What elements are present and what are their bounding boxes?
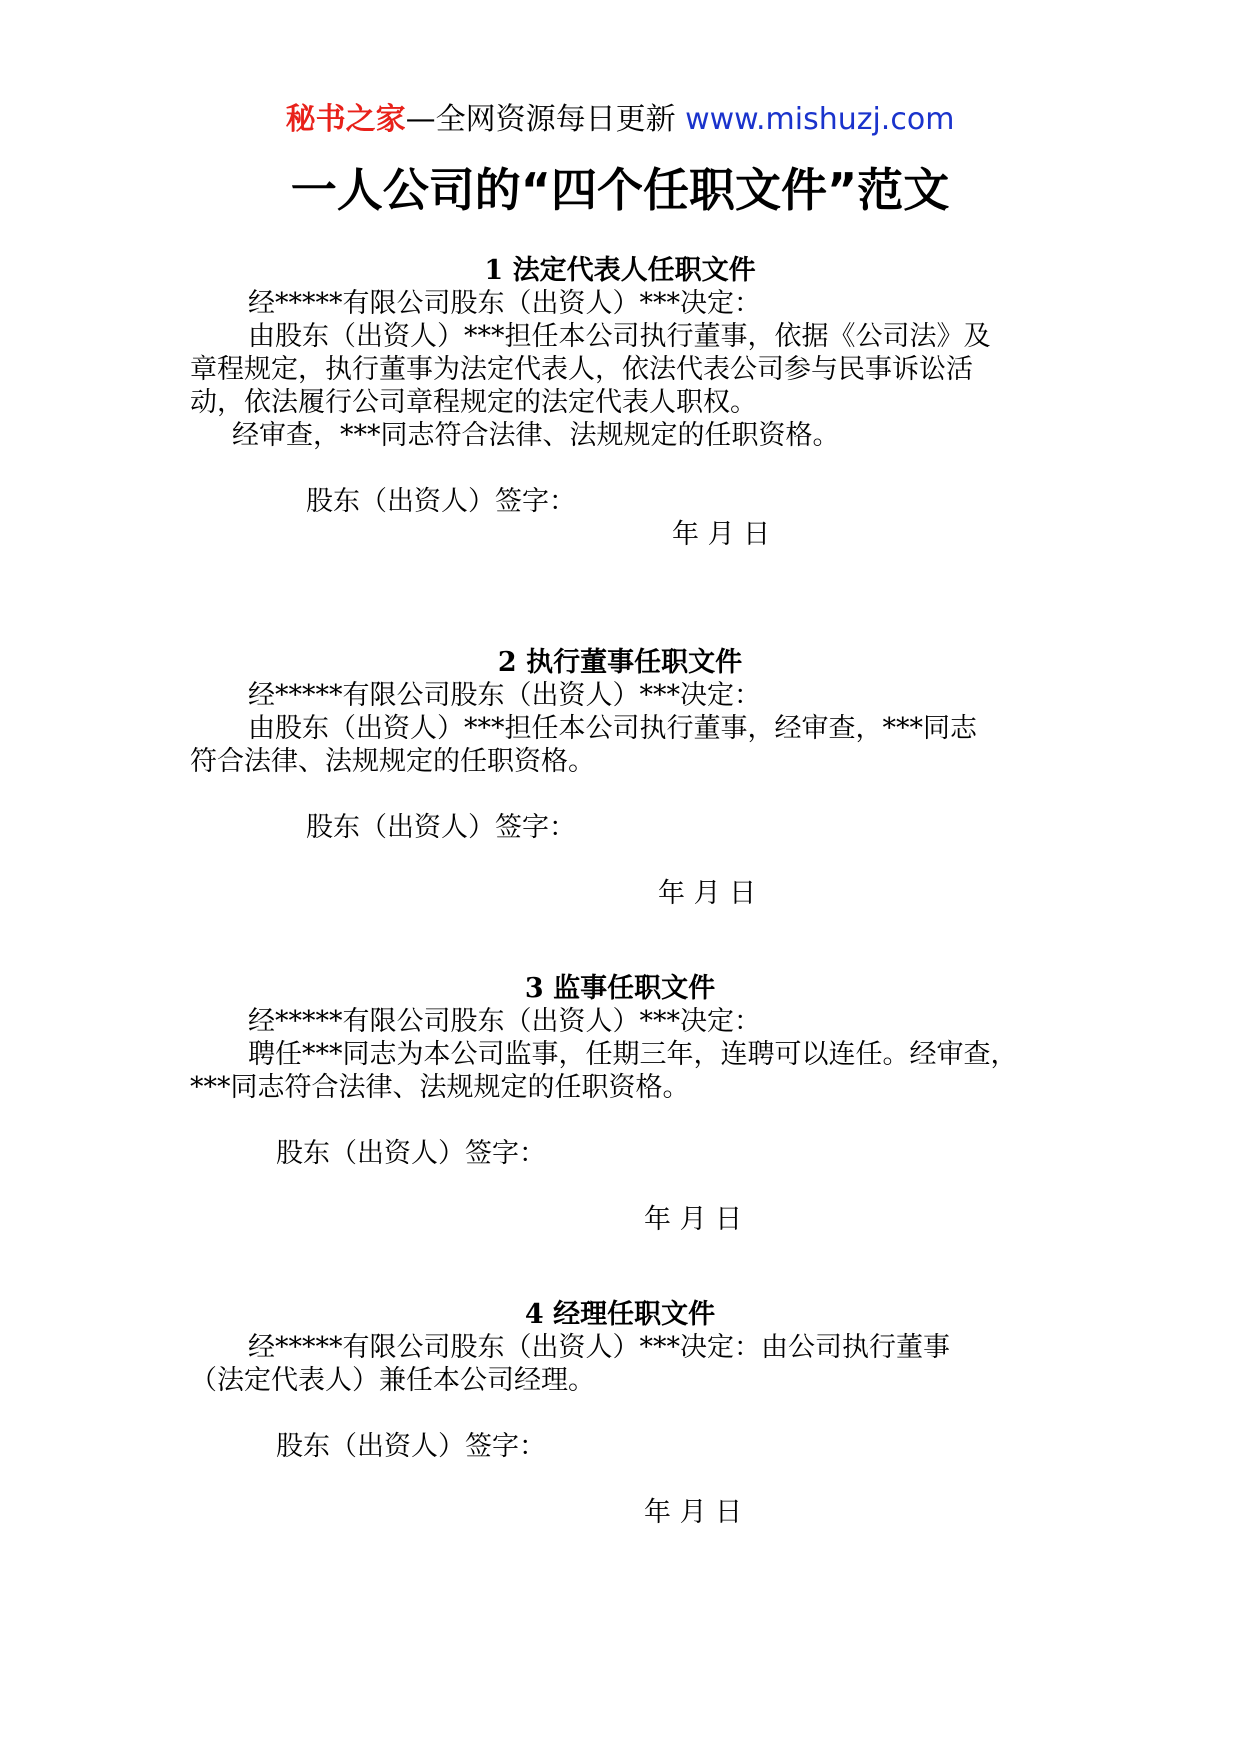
paragraph-line: 经*****有限公司股东（出资人）***决定： (248, 288, 761, 319)
signature-line: 股东（出资人）签字： (306, 812, 576, 843)
section-heading: 1 法定代表人任职文件 (484, 255, 756, 286)
paragraph-line: ***同志符合法律、法规规定的任职资格。 (190, 1072, 690, 1103)
paragraph-line: 符合法律、法规规定的任职资格。 (190, 746, 595, 777)
paragraph-line: 由股东（出资人）***担任本公司执行董事，依据《公司法》及 (248, 321, 991, 352)
section-heading: 3 监事任职文件 (524, 973, 716, 1004)
paragraph-line: （法定代表人）兼任本公司经理。 (190, 1365, 595, 1396)
site-header (0, 100, 1240, 140)
signature-line: 股东（出资人）签字： (276, 1431, 546, 1462)
paragraph-line: 经*****有限公司股东（出资人）***决定：由公司执行董事 (248, 1332, 950, 1363)
paragraph-line: 经审查，***同志符合法律、法规规定的任职资格。 (232, 420, 840, 451)
paragraph-line: 经*****有限公司股东（出资人）***决定： (248, 680, 761, 711)
document-title: 一人公司的“四个任职文件”范文 (290, 163, 950, 217)
paragraph-line: 由股东（出资人）***担任本公司执行董事，经审查，***同志 (248, 713, 977, 744)
section-heading: 2 执行董事任职文件 (497, 647, 743, 678)
paragraph-line: 经*****有限公司股东（出资人）***决定： (248, 1006, 761, 1037)
date-line: 年 月 日 (644, 1204, 743, 1235)
date-line: 年 月 日 (672, 519, 771, 550)
brand-name: 秘书之家 (285, 102, 406, 137)
date-line: 年 月 日 (658, 878, 757, 909)
signature-line: 股东（出资人）签字： (306, 486, 576, 517)
site-url[interactable]: www.mishuzj.com (675, 102, 955, 137)
site-slogan: —全网资源每日更新 (405, 102, 676, 137)
paragraph-line: 聘任***同志为本公司监事，任期三年，连聘可以连任。经审查， (248, 1039, 1018, 1070)
section-heading: 4 经理任职文件 (524, 1299, 716, 1330)
signature-line: 股东（出资人）签字： (276, 1138, 546, 1169)
paragraph-line: 动，依法履行公司章程规定的法定代表人职权。 (190, 387, 757, 418)
date-line: 年 月 日 (644, 1497, 743, 1528)
paragraph-line: 章程规定，执行董事为法定代表人，依法代表公司参与民事诉讼活 (190, 354, 973, 385)
